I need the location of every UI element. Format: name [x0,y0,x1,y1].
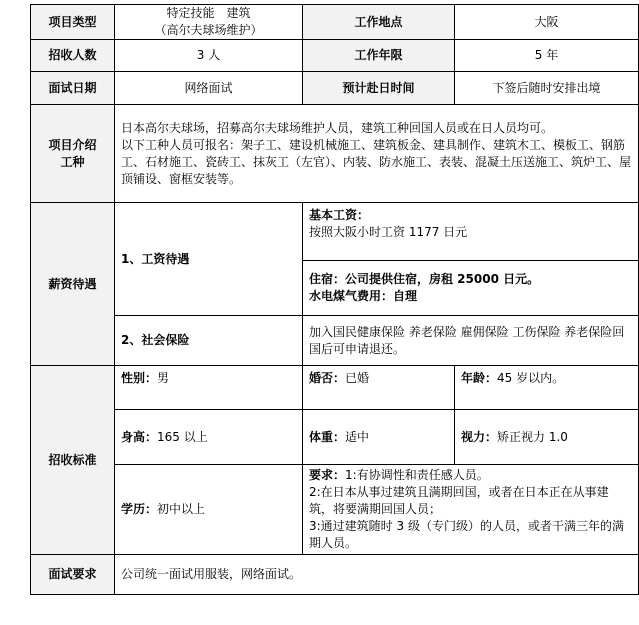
label-work-years: 工作年限 [303,40,455,72]
height-label: 身高： [121,429,158,444]
requirements-cell [303,465,639,555]
label-interview-date: 面试日期 [31,72,115,105]
row-project-intro [31,105,639,203]
weight-cell [303,410,455,465]
label-project-intro-line1: 项目介绍 [48,137,97,152]
row-criteria-3 [31,465,639,555]
label-headcount: 招收人数 [31,40,115,72]
row-criteria-1 [31,366,639,410]
work-location-value: 大阪 [455,5,639,40]
education-label: 学历： [121,502,158,516]
row-social-insurance [31,316,639,366]
vision-label: 视力： [461,429,498,444]
label-salary: 薪资待遇 [31,203,115,366]
label-project-intro-line2: 工种 [60,154,85,169]
insurance-section-title: 2、社会保险 [115,316,303,366]
education-cell [115,465,303,555]
requirement-2: 2:在日本从事过建筑且满期回国，或者在日本正在从事建筑，将要满期回国人员； [309,485,609,516]
project-intro-line2: 以下工种人员可报名：架子工、建设机械施工、建筑板金、建具制作、建筑木工、模板工、钢筋工、石材施工、瓷砖工、抹灰工（左官）、内装、防水施工、表装、混凝土压送施工、筑炉工、屋顶铺设、窗框安装等。 [121,137,632,186]
requirements-label: 要求： [309,468,346,482]
label-project-type: 项目类型 [31,5,115,40]
insurance-text: 加入国民健康保险 养老保险 雇佣保险 工伤保险 养老保险回国后可申请退还。 [303,316,639,366]
row-interview-requirements [31,555,639,595]
label-interview-requirements: 面试要求 [31,555,115,595]
recruitment-table [30,4,639,595]
wage-section-title: 1、工资待遇 [115,203,303,316]
requirement-1: 1:有协调性和责任感人员。 [345,468,489,482]
departure-time-value: 下签后随时安排出境 [455,72,639,105]
vision-value: 矫正视力 1.0 [497,429,568,444]
label-project-intro [31,105,115,203]
base-wage-text: 按照大阪小时工资 1177 日元 [309,225,468,239]
gender-label: 性别： [121,371,158,385]
row-criteria-2 [31,410,639,465]
weight-label: 体重： [309,429,346,444]
marital-value: 已婚 [345,371,370,385]
headcount-value: 3 人 [115,40,303,72]
interview-requirements-text: 公司统一面试用服装，网络面试。 [115,555,639,595]
age-cell [455,366,639,410]
label-criteria: 招收标准 [31,366,115,555]
vision-cell [455,410,639,465]
gender-value: 男 [157,371,170,385]
row-headcount [31,40,639,72]
gender-cell [115,366,303,410]
row-salary-wage [31,203,639,261]
project-type-line1: 特定技能 建筑 [166,6,251,20]
base-wage-label: 基本工资： [309,208,370,222]
label-departure-time: 预计赴日时间 [303,72,455,105]
age-value: 45 岁以内。 [497,371,565,385]
project-intro-text [115,105,639,203]
height-value: 165 以上 [157,429,208,444]
education-value: 初中以上 [157,502,206,516]
height-cell [115,410,303,465]
row-project-type [31,5,639,40]
requirement-1-line [309,467,632,484]
requirement-3: 3:通过建筑随时 3 级（专门级）的人员，或者干满三年的满期人员。 [309,519,624,550]
project-type-line2: （高尔夫球场维护） [154,23,263,37]
utilities-text: 水电煤气费用：自理 [309,289,418,303]
interview-date-value: 网络面试 [115,72,303,105]
work-years-value: 5 年 [455,40,639,72]
housing-cell [303,261,639,316]
project-intro-line1: 日本高尔夫球场，招募高尔夫球场维护人员，建筑工种回国人员或在日人员均可。 [121,120,554,135]
base-wage-cell [303,203,639,261]
marital-cell [303,366,455,410]
row-interview-date [31,72,639,105]
project-type-value [115,5,303,40]
age-label: 年龄： [461,371,498,385]
housing-text: 住宿：公司提供住宿，房租 25000 日元。 [309,272,540,286]
weight-value: 适中 [345,429,370,444]
marital-label: 婚否： [309,371,346,385]
label-work-location: 工作地点 [303,5,455,40]
